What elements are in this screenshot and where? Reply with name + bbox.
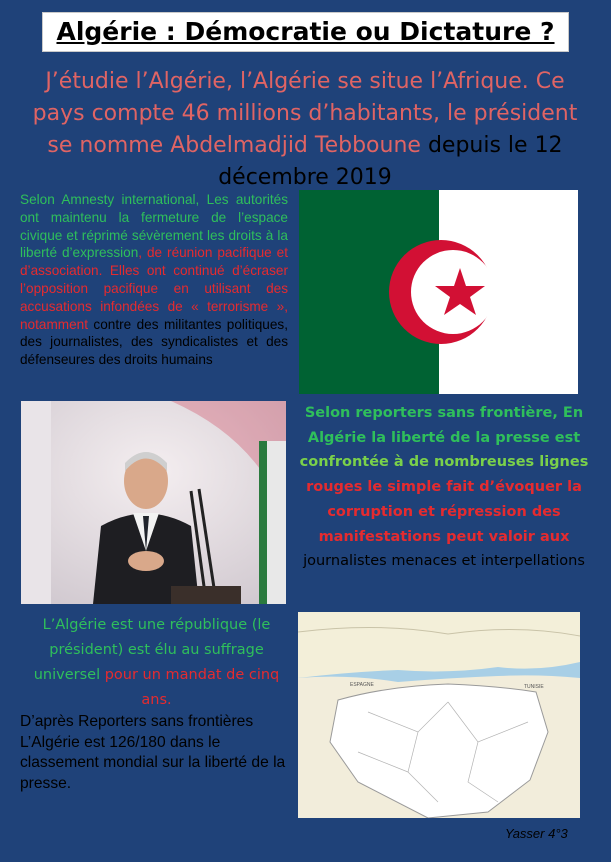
algeria-map-image: [298, 612, 580, 818]
algeria-flag-image: [299, 190, 578, 394]
map-label-espagne: ESPAGNE: [350, 682, 374, 688]
president-photo: [21, 401, 286, 604]
rsf-text-3: rouges le simple fait d’évoquer la corruption et répression des manifestations peut valoir aux: [306, 479, 582, 545]
signature: Yasser 4°3: [505, 826, 568, 841]
amnesty-text-1: Selon Amnesty international, Les autorités ont maintenu la fermeture de l’espace civique et réprimé sévèrement les droits à la liberté d’expression: [20, 192, 288, 261]
rsf-text-1: Selon reporters sans frontière, En Algérie la liberté de la presse est: [304, 405, 584, 446]
intro-text-1: J’étudie l’Algérie, l’Algérie se situe l’Afrique. Ce pays compte 46 millions d’habitants, le président se nomme Abdelmadjid Tebboune: [32, 69, 578, 158]
amnesty-text-2: , de réunion pacifique et d’association. Elles ont continué d’écraser l’opposition pacifique en utilisant des accusations infondées de « terrorisme », notamment: [20, 245, 288, 332]
rsf-text-2: confrontée à de nombreuses lignes: [299, 454, 589, 471]
amnesty-paragraph: [20, 191, 288, 369]
ranking-paragraph: D’après Reporters sans frontières L’Algérie est 126/180 dans le classement mondial sur la liberté de la presse.: [20, 713, 286, 792]
rsf-text-4: journalistes menaces et interpellations: [303, 553, 585, 570]
page-title: Algérie : Démocratie ou Dictature ?: [56, 17, 555, 46]
title-banner: [42, 12, 569, 52]
republic-paragraph: [20, 613, 293, 713]
intro-text-2: depuis le 12 décembre 2019: [218, 133, 563, 190]
republic-text-1: L’Algérie est une république (le président) est élu au suffrage universel: [33, 617, 271, 683]
map-label-tunisie: TUNISIE: [524, 684, 544, 690]
amnesty-text-3: contre des militantes politiques, des journalistes, des syndicalistes et des défenseures des droits humains: [20, 316, 288, 368]
intro-paragraph: [20, 66, 590, 194]
republic-text-2: pour un mandat de cinq ans.: [100, 667, 280, 708]
rsf-paragraph: [294, 401, 594, 574]
